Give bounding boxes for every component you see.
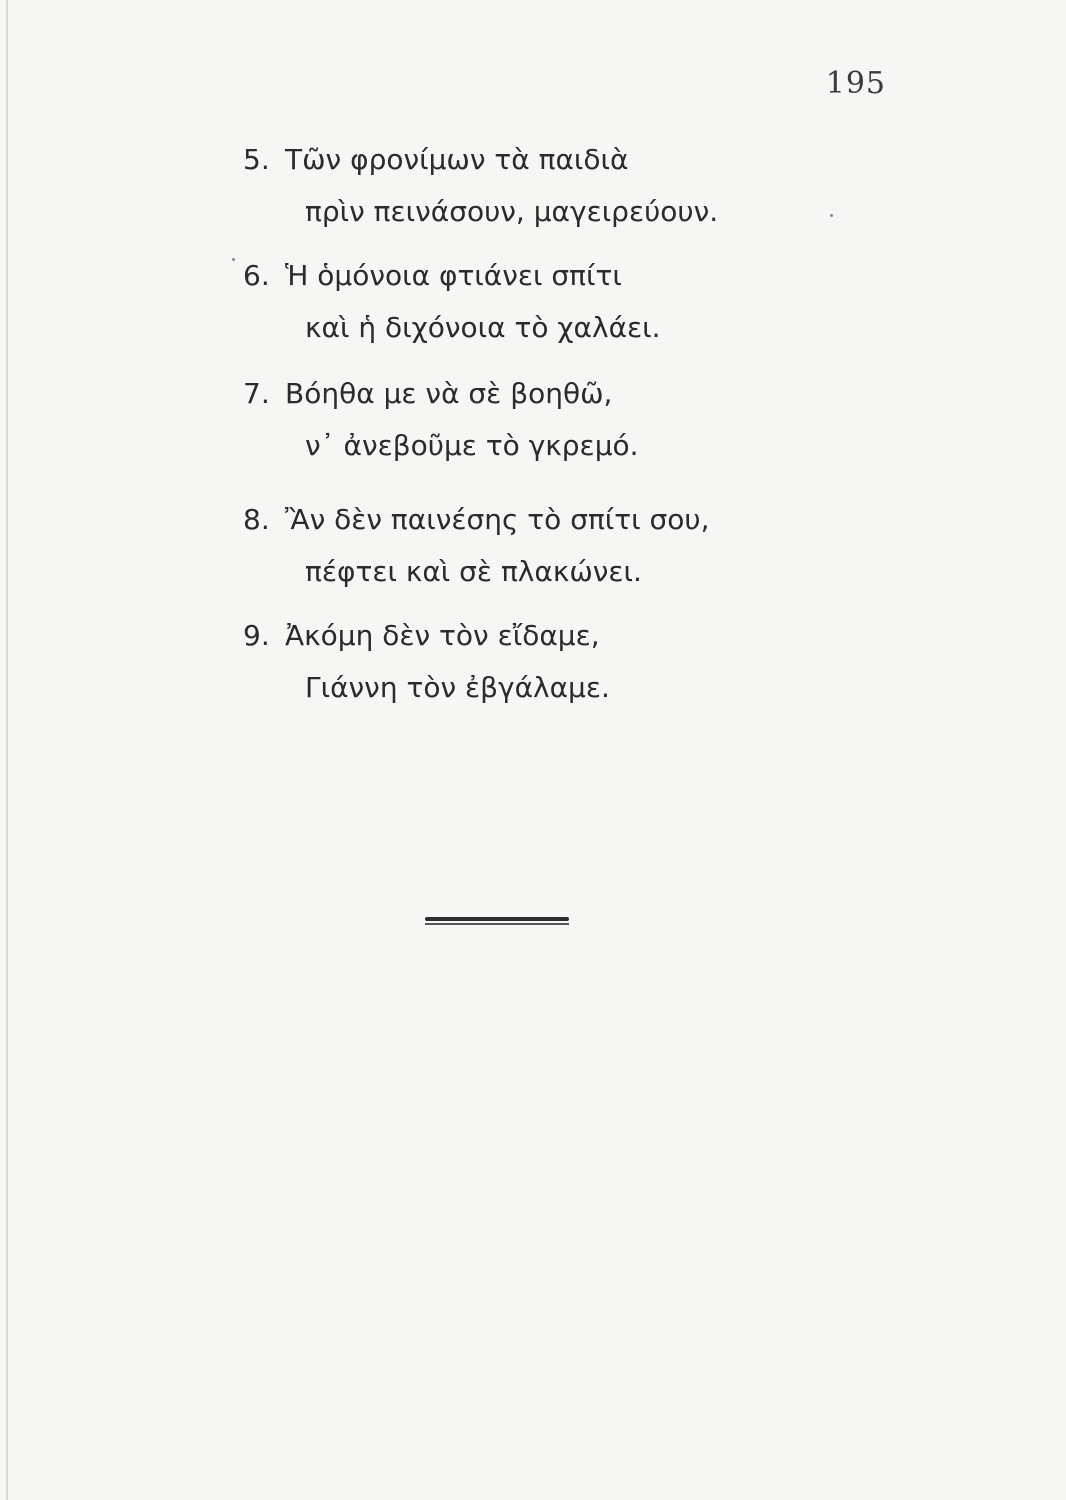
proverb-number: 7. (243, 377, 270, 410)
proverb-line-2: Γιάννη τὸν ἐβγάλαμε. (305, 671, 610, 704)
proverb-line-1 (243, 368, 639, 420)
proverb-8 (243, 494, 709, 598)
proverb-line-1 (243, 610, 610, 662)
page-edge (6, 0, 8, 1500)
paper-speck (830, 214, 833, 217)
proverb-number: 9. (243, 619, 270, 652)
proverb-6 (243, 250, 661, 354)
proverb-line-2: πέφτει καὶ σὲ πλακώνει. (305, 555, 642, 588)
proverb-7 (243, 368, 639, 472)
paper-speck (232, 258, 235, 261)
proverb-number: 6. (243, 259, 270, 292)
proverb-5 (243, 134, 718, 238)
proverb-number: 5. (243, 143, 270, 176)
proverb-line-1 (243, 250, 661, 302)
proverb-text: Τῶν φρονίμων τὰ παιδιὰ (285, 143, 629, 176)
rule-thick-line (425, 917, 569, 921)
proverb-number: 8. (243, 503, 270, 536)
proverb-line-2: καὶ ἡ διχόνοια τὸ χαλάει. (305, 311, 661, 344)
section-end-rule (425, 917, 569, 927)
page-number: 195 (825, 66, 886, 101)
proverb-text: Βόηθα με νὰ σὲ βοηθῶ, (285, 377, 613, 410)
proverb-line-2: πρὶν πεινάσουν, μαγειρεύουν. (305, 195, 719, 228)
proverb-text: Ἀκόμη δὲν τὸν εἴδαμε, (285, 619, 600, 652)
proverb-9 (243, 610, 610, 714)
proverb-line-1 (243, 494, 709, 546)
proverb-text: Ἡ ὁμόνοια φτιάνει σπίτι (285, 259, 622, 292)
rule-thin-line (425, 923, 569, 925)
proverb-line-1 (243, 134, 718, 186)
proverb-line-2: ν᾽ ἀνεβοῦμε τὸ γκρεμό. (305, 429, 639, 462)
proverb-text: Ἂν δὲν παινέσης τὸ σπίτι σου, (285, 503, 710, 536)
